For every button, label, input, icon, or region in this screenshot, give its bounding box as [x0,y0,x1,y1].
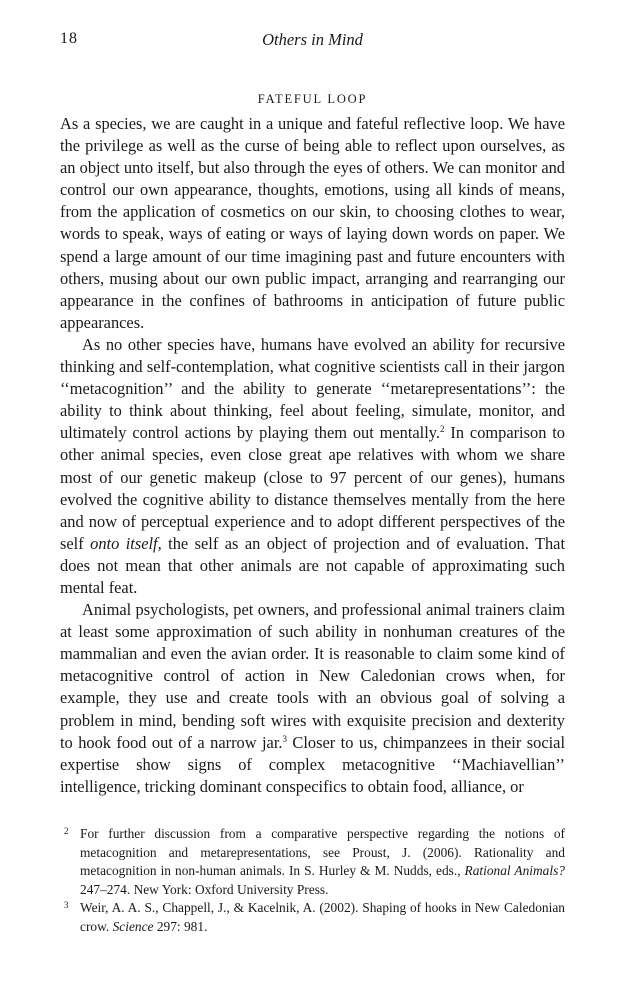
paragraph-text: Closer to us, chimpanzees in their social expertise show signs of complex metacognitive ‘‘Machiavellian’’ intelligence, tricking dominant conspecifics to obtain food, alliance, or [60,732,565,796]
paragraph-text: Animal psychologists, pet owners, and professional animal trainers claim at least some approximation of such ability in nonhuman creatures of the mammalian and even the avian order. It is reasonable to claim some kind of metacognitive control of action in New Caledonian crows when, for example, they use and create tools with an obvious goal of solving a problem in mind, bending soft wires with exquisite precision and dexterity to hook food out of a narrow jar. [60,600,565,752]
footnote-text [80,826,565,897]
body-text [60,113,565,798]
paragraph-text: the self as an object of projection and of evaluation. That does not mean that other animals are not capable of approximating such mental feat. [60,533,565,597]
footnote-text [80,900,565,934]
footnote-emphasis: Rational Animals? [464,863,565,879]
footnote-2 [60,825,565,899]
emphasis-text: onto itself, [90,533,162,553]
running-title: Others in Mind [262,30,363,49]
footnotes [60,825,565,937]
paragraph-text: As a species, we are caught in a unique and fateful reflective loop. We have the privilege as well as the curse of being able to reflect upon ourselves, as an object unto itself, but also through the eyes of others. We can monitor and control our own appearance, thoughts, emotions, using all kinds of means, from the application of cosmetics on our skin, to choosing clothes to wear, words to speak, ways of eating or ways of laying down words on paper. We spend a large amount of our time imagining past and future encounters with others, musing about our own public impact, arranging and rearranging our appearance in the confines of bathrooms in anticipation of future public appearances. [60,114,565,332]
paragraph-text: As no other species have, humans have evolved an ability for recursive thinking and self-contemplation, what cognitive scientists call in their jargon ‘‘metacognition’’ and the ability to generate ‘‘metarepresentations’’: the ability to think about thinking, feel about feeling, simulate, monitor, and ultimately control actions by playing them out mentally. [60,334,565,443]
paragraph-text: In comparison to other animal species, even close great ape relatives with whom we share most of our genetic makeup (close to 97 percent of our genes), humans evolved the cognitive ability to distance themselves mentally from the here and now of perceptual experience and to adopt different perspectives of the self [60,423,565,553]
paragraph-2 [60,334,565,599]
footnote-segment: 297: 981. [153,918,208,934]
paragraph-3 [60,599,565,798]
footnote-segment: 247–274. New York: Oxford University Press. [80,881,329,897]
footnote-mark: 3 [64,900,69,911]
footnote-segment: Weir, A. A. S., Chappell, J., & Kacelnik, A. (2002). Shaping of hooks in New Caledonian crow. [80,900,565,934]
paragraph-1 [60,113,565,334]
section-heading: FATEFUL LOOP [257,92,368,106]
page-number: 18 [60,30,78,47]
footnote-mark: 2 [64,826,69,836]
footnote-segment: For further discussion from a comparative perspective regarding the notions of metacognition and metarepresentations, see Proust, J. (2006). Rationality and metacognition in non-human animals. In S. Hurley & M. Nudds, eds., [80,826,565,879]
running-head [60,30,565,52]
footnote-emphasis: Science [112,918,154,934]
footnote-ref-2[interactable]: 2 [440,424,445,435]
footnote-ref-3[interactable]: 3 [282,733,287,744]
footnote-3 [60,899,565,936]
